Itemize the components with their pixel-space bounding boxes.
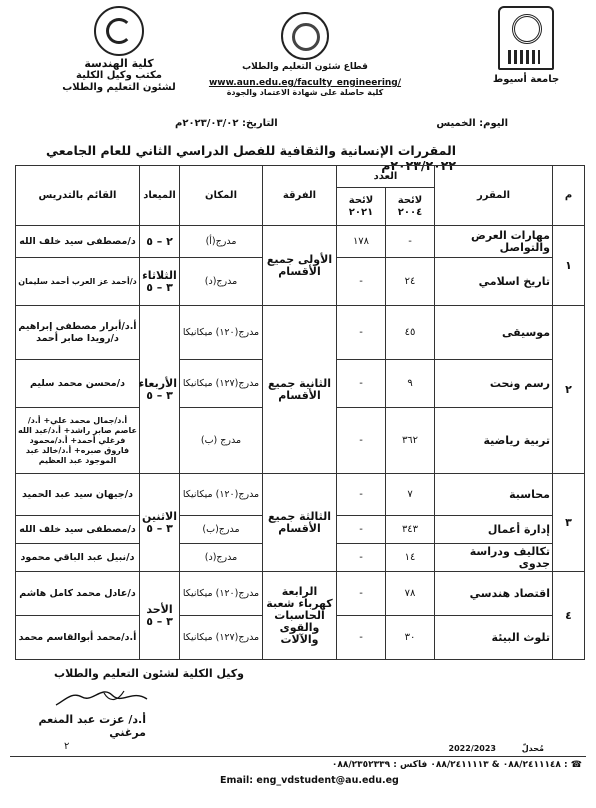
instructor-cell: أ.د/جمال محمد علي+ أ.د/عاصم صابر راشد+ أ.د/عبد الله فرغلي أحمد+ أ.د/محمود فاروق صبره+ أ.د/خالد عبد الموجود عبد العظيم xyxy=(16,408,140,474)
level-cell: الأولى جميع الأقسام xyxy=(263,226,337,306)
instructor-cell: د/محسن محمد سليم xyxy=(16,360,140,408)
instructor-cell: أ.د/محمد أبوالقاسم محمد xyxy=(16,616,140,660)
group-number: ٣ xyxy=(553,474,585,572)
day-label: اليوم: الخميس xyxy=(436,118,508,129)
course-name: محاسبة xyxy=(435,474,553,516)
footer-email[interactable]: Email: eng_vdstudent@au.edu.eg xyxy=(220,775,399,786)
count-2004: ٩ xyxy=(386,360,435,408)
count-2021: - xyxy=(337,306,386,360)
header-time: الميعاد xyxy=(140,166,180,226)
count-2021: - xyxy=(337,544,386,572)
place-cell: مدرج (ب) xyxy=(180,408,263,474)
level-cell: الثالثة جميع الأقسام xyxy=(263,474,337,572)
faculty-emblem-icon xyxy=(94,6,144,56)
place-cell: مدرج(أ) xyxy=(180,226,263,258)
course-name: تكاليف ودراسة جدوى xyxy=(435,544,553,572)
table-row xyxy=(16,226,585,258)
header-instructors: القائم بالتدريس xyxy=(16,166,140,226)
count-2004: ١٤ xyxy=(386,544,435,572)
table-row xyxy=(16,306,585,360)
group-number: ٤ xyxy=(553,572,585,660)
header-place: المكان xyxy=(180,166,263,226)
course-name: إدارة أعمال xyxy=(435,516,553,544)
level-cell: الرابعة كهرباء شعبة الحاسبات والقوى والآلات xyxy=(263,572,337,660)
count-2004: ٣٠ xyxy=(386,616,435,660)
place-cell: مدرج(١٢٠) ميكانيكا xyxy=(180,572,263,616)
count-2021: ١٧٨ xyxy=(337,226,386,258)
footer-phone: ☎ : ٠٨٨/٢٤١١١٤٨ & ٠٨٨/٢٤١١١١٣ فاكس : ٠٨٨/٢٣٥٢٣٣٩ xyxy=(331,760,582,770)
university-logo-icon xyxy=(498,6,554,70)
place-cell: مدرج(ب) xyxy=(180,516,263,544)
count-2004: ٧ xyxy=(386,474,435,516)
header-level: الفرقة xyxy=(263,166,337,226)
faculty-name: كلية الهندسة xyxy=(84,57,154,70)
signatory-title: وكيل الكلية لشئون التعليم والطلاب xyxy=(54,667,244,680)
instructor-cell: د/نبيل عبد الباقي محمود xyxy=(16,544,140,572)
count-2004: ٣٤٣ xyxy=(386,516,435,544)
faculty-header xyxy=(56,6,182,94)
place-cell: مدرج(١٢٧) ميكانيكا xyxy=(180,360,263,408)
header-reg-2004: لائحة ٢٠٠٤ xyxy=(386,188,435,226)
signature-icon xyxy=(52,683,152,711)
accreditation-note: كلية حاصلة على شهادة الاعتماد والجودة xyxy=(226,88,384,97)
count-2021: - xyxy=(337,572,386,616)
header-course: المقرر xyxy=(435,166,553,226)
faculty-office: مكتب وكيل الكلية xyxy=(76,70,162,81)
count-2021: - xyxy=(337,360,386,408)
time-cell: الاثنين ٣ – ٥ xyxy=(140,474,180,572)
place-cell: مدرج(١٢٠) ميكانيكا xyxy=(180,474,263,516)
page-title: المقررات الإنسانية والثقافية للفصل الدراسي الثاني للعام الجامعي ٢٠٢٣/٢٠٢٢م xyxy=(46,143,456,173)
footer-ref: مُحدلّ xyxy=(521,744,544,753)
place-cell: مدرج(١٢٧) ميكانيكا xyxy=(180,616,263,660)
time-cell: الأحد ٣ – ٥ xyxy=(140,572,180,660)
place-cell: مدرج(د) xyxy=(180,258,263,306)
instructor-cell: د/عادل محمد كامل هاشم xyxy=(16,572,140,616)
instructor-cell: د/جيهان سيد عبد الحميد xyxy=(16,474,140,516)
count-2021: - xyxy=(337,408,386,474)
header-num: م xyxy=(553,166,585,226)
instructor-cell: د/مصطفى سيد خلف الله xyxy=(16,516,140,544)
course-name: اقتصاد هندسي xyxy=(435,572,553,616)
sector-header xyxy=(200,12,410,97)
count-2004: - xyxy=(386,226,435,258)
place-cell: مدرج(١٢٠) ميكانيكا xyxy=(180,306,263,360)
instructor-cell: د/أحمد عز العرب أحمد سليمان xyxy=(16,258,140,306)
group-number: ٢ xyxy=(553,306,585,474)
university-caption: جامعة أسيوط xyxy=(492,74,560,85)
instructor-cell: أ.د/أبرار مصطفى إبراهيم د/رويدا صابر أحمد xyxy=(16,306,140,360)
time-cell: ٢ – ٥ xyxy=(140,226,180,258)
group-number: ١ xyxy=(553,226,585,306)
date-label: التاريخ: ٢٠٢٣/٠٣/٠٢م xyxy=(175,118,278,129)
sector-name: قطاع شئون التعليم والطلاب xyxy=(242,62,368,72)
course-name: تاريخ اسلامي xyxy=(435,258,553,306)
course-name: مهارات العرض والتواصل xyxy=(435,226,553,258)
accreditation-seal-icon xyxy=(281,12,329,60)
table-row xyxy=(16,474,585,516)
course-name: رسم ونحت xyxy=(435,360,553,408)
footer-divider xyxy=(10,756,586,757)
schedule-table xyxy=(15,165,585,660)
instructor-cell: د/مصطفى سيد خلف الله xyxy=(16,226,140,258)
time-cell: الأربعاء ٣ – ٥ xyxy=(140,306,180,474)
count-2004: ٧٨ xyxy=(386,572,435,616)
place-cell: مدرج(د) xyxy=(180,544,263,572)
count-2004: ٣٦٢ xyxy=(386,408,435,474)
count-2021: - xyxy=(337,258,386,306)
website-link[interactable]: www.aun.edu.eg/faculty_engineering/ xyxy=(208,78,402,88)
footer-year: 2022/2023 xyxy=(448,744,496,753)
header-reg-2021: لائحة ٢٠٢١ xyxy=(337,188,386,226)
time-cell: الثلاثاء ٣ – ٥ xyxy=(140,258,180,306)
course-name: تربية رياضية xyxy=(435,408,553,474)
page-number: ٢ xyxy=(64,741,70,752)
count-2021: - xyxy=(337,616,386,660)
level-cell: الثانية جميع الأقسام xyxy=(263,306,337,474)
faculty-office-dept: لشئون التعليم والطلاب xyxy=(62,82,176,93)
count-2021: - xyxy=(337,474,386,516)
header-count: العدد xyxy=(337,166,435,188)
course-name: تلوث البيئة xyxy=(435,616,553,660)
count-2021: - xyxy=(337,516,386,544)
count-2004: ٢٤ xyxy=(386,258,435,306)
university-header xyxy=(466,6,586,85)
count-2004: ٤٥ xyxy=(386,306,435,360)
course-name: موسيقى xyxy=(435,306,553,360)
signatory-name: أ.د/ عزت عبد المنعم مرغني xyxy=(38,713,146,739)
table-row xyxy=(16,572,585,616)
